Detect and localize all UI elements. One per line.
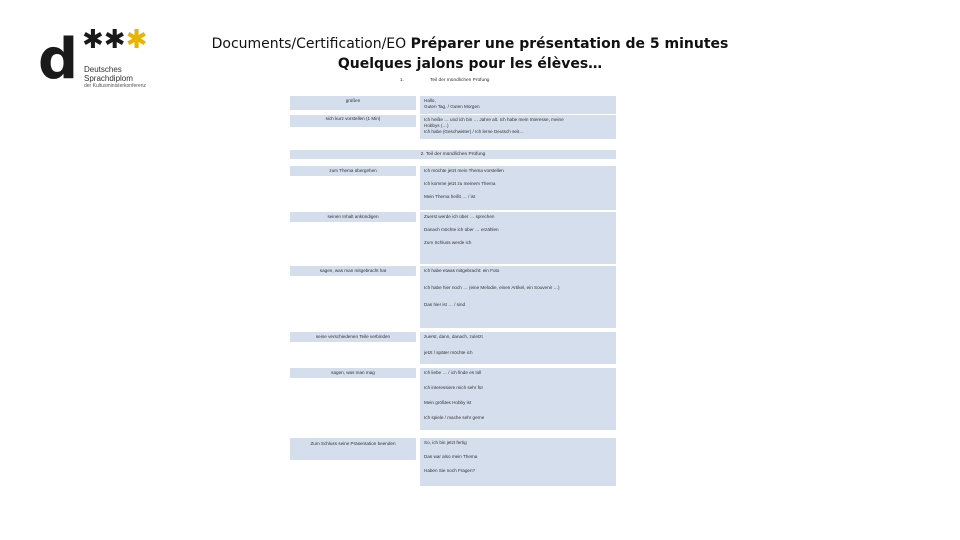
row-left-text: sagen, was man mitgebracht hat — [319, 268, 387, 273]
phrase-line: Danach möchte ich über … erzählen — [424, 227, 499, 232]
row-right-cell — [420, 438, 616, 486]
part1-header — [290, 76, 616, 86]
phrase-line: Zuerst werde ich über … sprechen — [424, 214, 495, 219]
row-left-text: sich kurz vorstellen (1 Min) — [325, 116, 381, 121]
phrase-line: Ich habe (Geschwister) / Ich lerne Deutsch seit… — [424, 129, 524, 134]
row-left-cell — [290, 438, 416, 460]
row-right-cell — [420, 166, 616, 210]
phrase-line: jetzt / später möchte ich — [424, 350, 473, 355]
row-left-text: grüßen — [345, 98, 361, 103]
phrase-line: Ich komme jetzt zu meinem Thema — [424, 181, 496, 186]
title-prefix: Documents/Certification/EO — [211, 36, 407, 52]
phrase-line: Ich möchte jetzt mein Thema vorstellen — [424, 168, 504, 173]
phrase-line: Guten Tag, / Guten Morgen — [424, 104, 480, 109]
row-right-cell — [420, 266, 616, 328]
phrase-line: Mein größtes Hobby ist — [424, 400, 472, 405]
phrase-line: Ich spiele / mache sehr gerne — [424, 415, 485, 420]
phrase-line: Ich habe hier noch … (eine Melodie, einen Artikel, ein Souvenir …) — [424, 285, 560, 290]
row-left-text: seine verschiedenen Teile verbinden — [315, 334, 391, 339]
row-right-cell — [420, 368, 616, 430]
row-left-cell — [290, 368, 416, 378]
logo-line3: der Kultusministerkonferenz — [84, 83, 146, 89]
row-left-cell — [290, 166, 416, 176]
title-line2: Quelques jalons pour les élèves… — [337, 56, 603, 72]
row-left-text: zum Thema übergehen — [329, 168, 377, 173]
phrase-line: Ich heiße … und ich bin … Jahre alt. Ich habe mein Interesse, meine — [424, 117, 564, 122]
phrase-line: Das war also mein Thema — [424, 454, 478, 459]
slide-title — [180, 34, 760, 74]
phrase-line: Haben Sie noch Fragen? — [424, 468, 476, 473]
row-left-cell — [290, 266, 416, 276]
row-left-cell — [290, 96, 416, 110]
phrase-line: Zum Schluss werde ich — [424, 240, 472, 245]
row-left-cell — [290, 115, 416, 127]
phrase-line: Ich liebe … / ich finde es toll — [424, 370, 482, 375]
part2-header: 2. Teil der mündlichen Prüfung — [290, 150, 616, 159]
phrase-line: Das hier ist … / sind — [424, 302, 466, 307]
logo-stars-icon: ✱✱✱ — [82, 24, 148, 54]
phrase-line: Ich habe etwas mitgebracht: ein Foto — [424, 268, 500, 273]
dsd-logo — [38, 26, 158, 98]
title-line1 — [180, 34, 760, 54]
phrase-line: So, ich bin jetzt fertig — [424, 440, 467, 445]
row-right-cell — [420, 96, 616, 114]
row-left-text: Zum Schluss seine Präsentation beenden — [310, 441, 396, 446]
part1-number: 1. — [400, 78, 405, 83]
row-left-text: seinen Inhalt ankündigen — [327, 214, 379, 219]
row-left-cell — [290, 332, 416, 342]
phrase-line: Hobbys (…) — [424, 123, 449, 128]
row-left-cell — [290, 212, 416, 222]
row-right-cell — [420, 332, 616, 364]
title-bold: Préparer une présentation de 5 minutes — [410, 36, 729, 52]
part1-label: Teil der mündlichen Prüfung — [430, 78, 490, 83]
logo-letter-d: d — [38, 27, 79, 92]
phrase-line: Mein Thema heißt … / ist — [424, 194, 476, 199]
logo-line2: Sprachdiplom — [84, 73, 133, 83]
row-left-text: sagen, was man mag — [331, 370, 375, 375]
logo-line1: Deutsches — [84, 65, 122, 74]
phrase-line: Hallo, — [424, 98, 436, 103]
phrase-line: zuerst, dann, danach, zuletzt — [424, 334, 483, 339]
phrase-line: Ich interessiere mich sehr für — [424, 385, 483, 390]
row-right-cell — [420, 115, 616, 139]
row-right-cell — [420, 212, 616, 264]
logo-text — [84, 66, 146, 89]
